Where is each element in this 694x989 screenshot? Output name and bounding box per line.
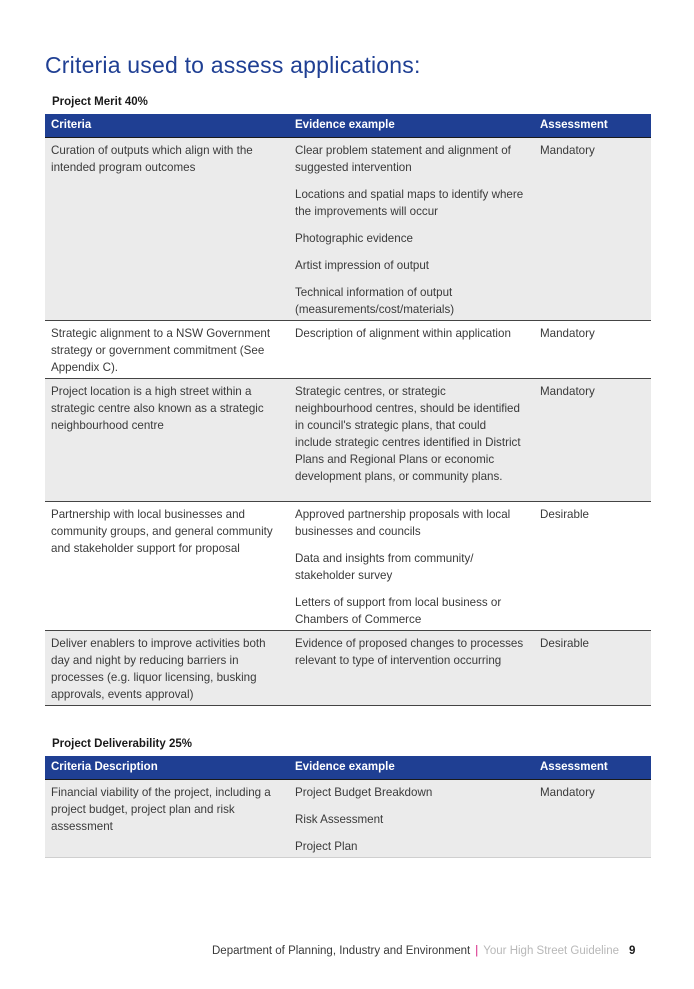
- deliverability-section-heading: Project Deliverability 25%: [52, 738, 192, 750]
- evidence-cell: [289, 631, 534, 706]
- criteria-cell: Project location is a high street within a strategic centre also known as a strategic neighbourhood centre: [45, 379, 289, 502]
- evidence-item: Risk Assessment: [295, 813, 384, 826]
- column-header-assessment: Assessment: [534, 114, 651, 138]
- page-footer: [212, 945, 635, 957]
- assessment-cell: Mandatory: [534, 138, 651, 321]
- evidence-item: Letters of support from local business or Chambers of Commerce: [295, 596, 502, 626]
- column-header-criteria-description: Criteria Description: [45, 756, 289, 780]
- evidence-item: Photographic evidence: [295, 232, 413, 245]
- footer-department: Department of Planning, Industry and Environment: [212, 945, 471, 957]
- assessment-cell: Desirable: [534, 631, 651, 706]
- evidence-item: Artist impression of output: [295, 259, 430, 272]
- table-row: [45, 780, 651, 858]
- criteria-cell: Curation of outputs which align with the intended program outcomes: [45, 138, 289, 321]
- assessment-cell: Mandatory: [534, 321, 651, 379]
- evidence-item: Evidence of proposed changes to processes relevant to type of intervention occurring: [295, 637, 524, 667]
- assessment-cell: Mandatory: [534, 379, 651, 502]
- footer-separator: |: [475, 945, 479, 957]
- evidence-item: Approved partnership proposals with local businesses and councils: [295, 508, 511, 538]
- evidence-item: Project Budget Breakdown: [295, 786, 433, 799]
- footer-guideline-title: Your High Street Guideline: [483, 945, 620, 957]
- evidence-item: Data and insights from community/ stakeholder survey: [295, 552, 474, 582]
- table-row: [45, 379, 651, 502]
- evidence-item: Strategic centres, or strategic neighbourhood centres, should be identified in council's strategic plans, that could include strategic centres identified in District Plans and Regional Plans or economic development plans, or community plans.: [295, 385, 521, 483]
- table-row: [45, 631, 651, 706]
- evidence-cell: [289, 780, 534, 858]
- evidence-cell: [289, 502, 534, 631]
- column-header-assessment: Assessment: [534, 756, 651, 780]
- evidence-item: Clear problem statement and alignment of suggested intervention: [295, 144, 511, 174]
- table-header-row: [45, 756, 651, 780]
- deliverability-criteria-table: [45, 756, 651, 858]
- table-row: [45, 321, 651, 379]
- merit-criteria-table: [45, 114, 651, 706]
- evidence-cell: [289, 138, 534, 321]
- column-header-criteria: Criteria: [45, 114, 289, 138]
- evidence-item: Locations and spatial maps to identify where the improvements will occur: [295, 188, 524, 218]
- criteria-cell: Partnership with local businesses and community groups, and general community and stakeholder support for proposal: [45, 502, 289, 631]
- assessment-cell: Mandatory: [534, 780, 651, 858]
- criteria-cell: Financial viability of the project, including a project budget, project plan and risk assessment: [45, 780, 289, 858]
- evidence-cell: [289, 379, 534, 502]
- table-row: [45, 502, 651, 631]
- assessment-cell: Desirable: [534, 502, 651, 631]
- page-title: Criteria used to assess applications:: [45, 52, 421, 78]
- evidence-cell: [289, 321, 534, 379]
- evidence-item: Technical information of output (measurements/cost/materials): [295, 286, 455, 316]
- column-header-evidence: Evidence example: [289, 756, 534, 780]
- table-row: [45, 138, 651, 321]
- page-number: 9: [629, 945, 636, 957]
- merit-section-heading: Project Merit 40%: [52, 96, 148, 108]
- criteria-cell: Deliver enablers to improve activities both day and night by reducing barriers in processes (e.g. liquor licensing, busking approvals, events approval): [45, 631, 289, 706]
- criteria-cell: Strategic alignment to a NSW Government strategy or government commitment (See Appendix C).: [45, 321, 289, 379]
- evidence-item: Description of alignment within application: [295, 327, 511, 340]
- table-header-row: [45, 114, 651, 138]
- column-header-evidence: Evidence example: [289, 114, 534, 138]
- evidence-item: Project Plan: [295, 840, 358, 853]
